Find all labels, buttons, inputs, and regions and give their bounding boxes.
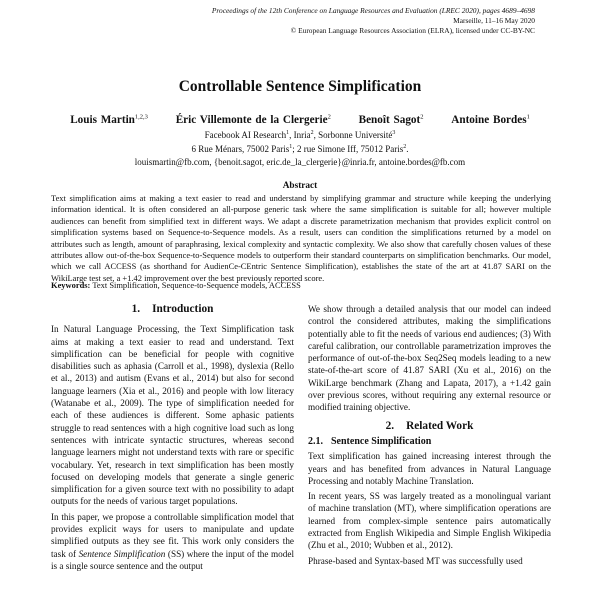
section-heading-introduction: 1. Introduction <box>131 303 214 315</box>
paragraph: Text simplification has gained increasing interest through the years and has benefited from advances in Natural Language Processing and notably Machine Translation. <box>308 451 551 486</box>
paragraph: In recent years, SS was largely treated as a monolingual variant of machine translation (MT), where simplification operations are learned from complex-simple sentence pairs automatically extracted from English Wikipedia and Simple English Wikipedia (Zhu et al., 2010; Wubben et al., 2012). <box>308 491 551 551</box>
right-column <box>308 303 551 570</box>
subsection-heading-sentence-simplification: 2.1. Sentence Simplification <box>308 435 432 447</box>
paragraph: We show through a detailed analysis that our model can indeed control the considered attributes, making the simplifications potentially able to fit the needs of various end audiences; (3) With careful calibration, our controllable parametrization improves the performance of out-of-the-box Seq2Seq models leading to a new state-of-the-art score of 41.87 SARI (Xu et al., 2016) on the WikiLarge benchmark (Zhang and Lapata, 2017), a +1.42 gain over previous scores, without requiring any external resource or modified training objective. <box>308 304 551 413</box>
abstract-heading: Abstract <box>282 181 318 191</box>
affiliations <box>0 127 600 168</box>
keywords-label: Keywords: <box>51 280 91 290</box>
author: Éric Villemonte de la Clergerie$^2$ <box>175 113 331 126</box>
proceedings-line: Proceedings of the 12th Conference on Language Resources and Evaluation (LREC 2020), pages 4689–4698 <box>211 6 535 15</box>
affiliation-institutions: Facebook AI Research$^1$, Inria$^2$, Sorbonne Université$^3$ <box>204 130 396 140</box>
paper-title: Controllable Sentence Simplification <box>178 78 422 95</box>
running-head <box>212 6 535 36</box>
paragraph: In this paper, we propose a controllable simplification model that provides explicit ways for users to manipulate and update simplified outputs as they see fit. This work only considers the task of Sentence Simplification (SS) where the input of the model is a single source sentence and the output <box>51 511 294 571</box>
keywords-text: Text Simplification, Sequence-to-Sequence models, ACCESS <box>90 280 301 290</box>
license-line: © European Language Resources Association (ELRA), licensed under CC-BY-NC <box>290 26 535 35</box>
author: Benoît Sagot$^2$ <box>358 113 424 126</box>
location-line: Marseille, 11–16 May 2020 <box>453 16 535 25</box>
paragraph: In Natural Language Processing, the Text Simplification task aims at making a text easier to read and understand. Text simplification can be beneficial for people with cognitive disabilities such as aphasia (Carroll et al., 1998), dyslexia (Rello et al., 2013) and autism (Evans et al., 2014) but also for second language learners (Xia et al., 2016) and people with low literacy (Watanabe et al., 2009). The type of simplification needed for each of these audiences is different. Some aphasic patients struggle to read sentences with a high cognitive load such as long sentences with intricate syntactic structures, whereas second language learners might not understand texts with rare or specific vocabulary. Yet, research in text simplification has been mostly focused on developing models that generate a single generic simplification for a given source text with no possibility to adapt outputs for the needs of various target populations. <box>51 324 294 507</box>
left-column <box>51 303 294 575</box>
paragraph: Phrase-based and Syntax-based MT was successfully used <box>308 555 523 566</box>
abstract-text: Text simplification aims at making a text easier to read and understand by simplifying grammar and structure while keeping the underlying information identical. It is often considered an all-purpose generic task where the same simplification is suitable for all; however multiple audiences can benefit from simplified text in different ways. We adapt a discrete parametrization mechanism that provides explicit control on simplification systems based on Sequence-to-Sequence models. As a result, users can condition the simplifications returned by a model on attributes such as length, amount of paraphrasing, lexical complexity and syntactic complexity. We also show that carefully chosen values of these attributes allow out-of-the-box Sequence-to-Sequence models to outperform their standard counterparts on simplification benchmarks. Our model, which we call ACCESS (as shorthand for AudienCe-CEntric Sentence Simplification), establishes the state of the art at 41.87 SARI on the WikiLarge test set, a +1.42 improvement over the best previously reported score. <box>51 193 551 283</box>
author-list <box>0 113 600 126</box>
section-heading-related-work: 2. Related Work <box>385 419 474 432</box>
keywords <box>51 280 551 290</box>
author-emails: louismartin@fb.com, {benoit.sagot, eric.de_la_clergerie}@inria.fr, antoine.bordes@fb.com <box>134 156 466 167</box>
author: Louis Martin$^{1,2,3}$ <box>70 113 148 126</box>
affiliation-addresses: 6 Rue Ménars, 75002 Paris$^1$; 2 rue Simone Iff, 75012 Paris$^2$. <box>191 144 409 155</box>
author: Antoine Bordes$^1$ <box>451 113 530 126</box>
